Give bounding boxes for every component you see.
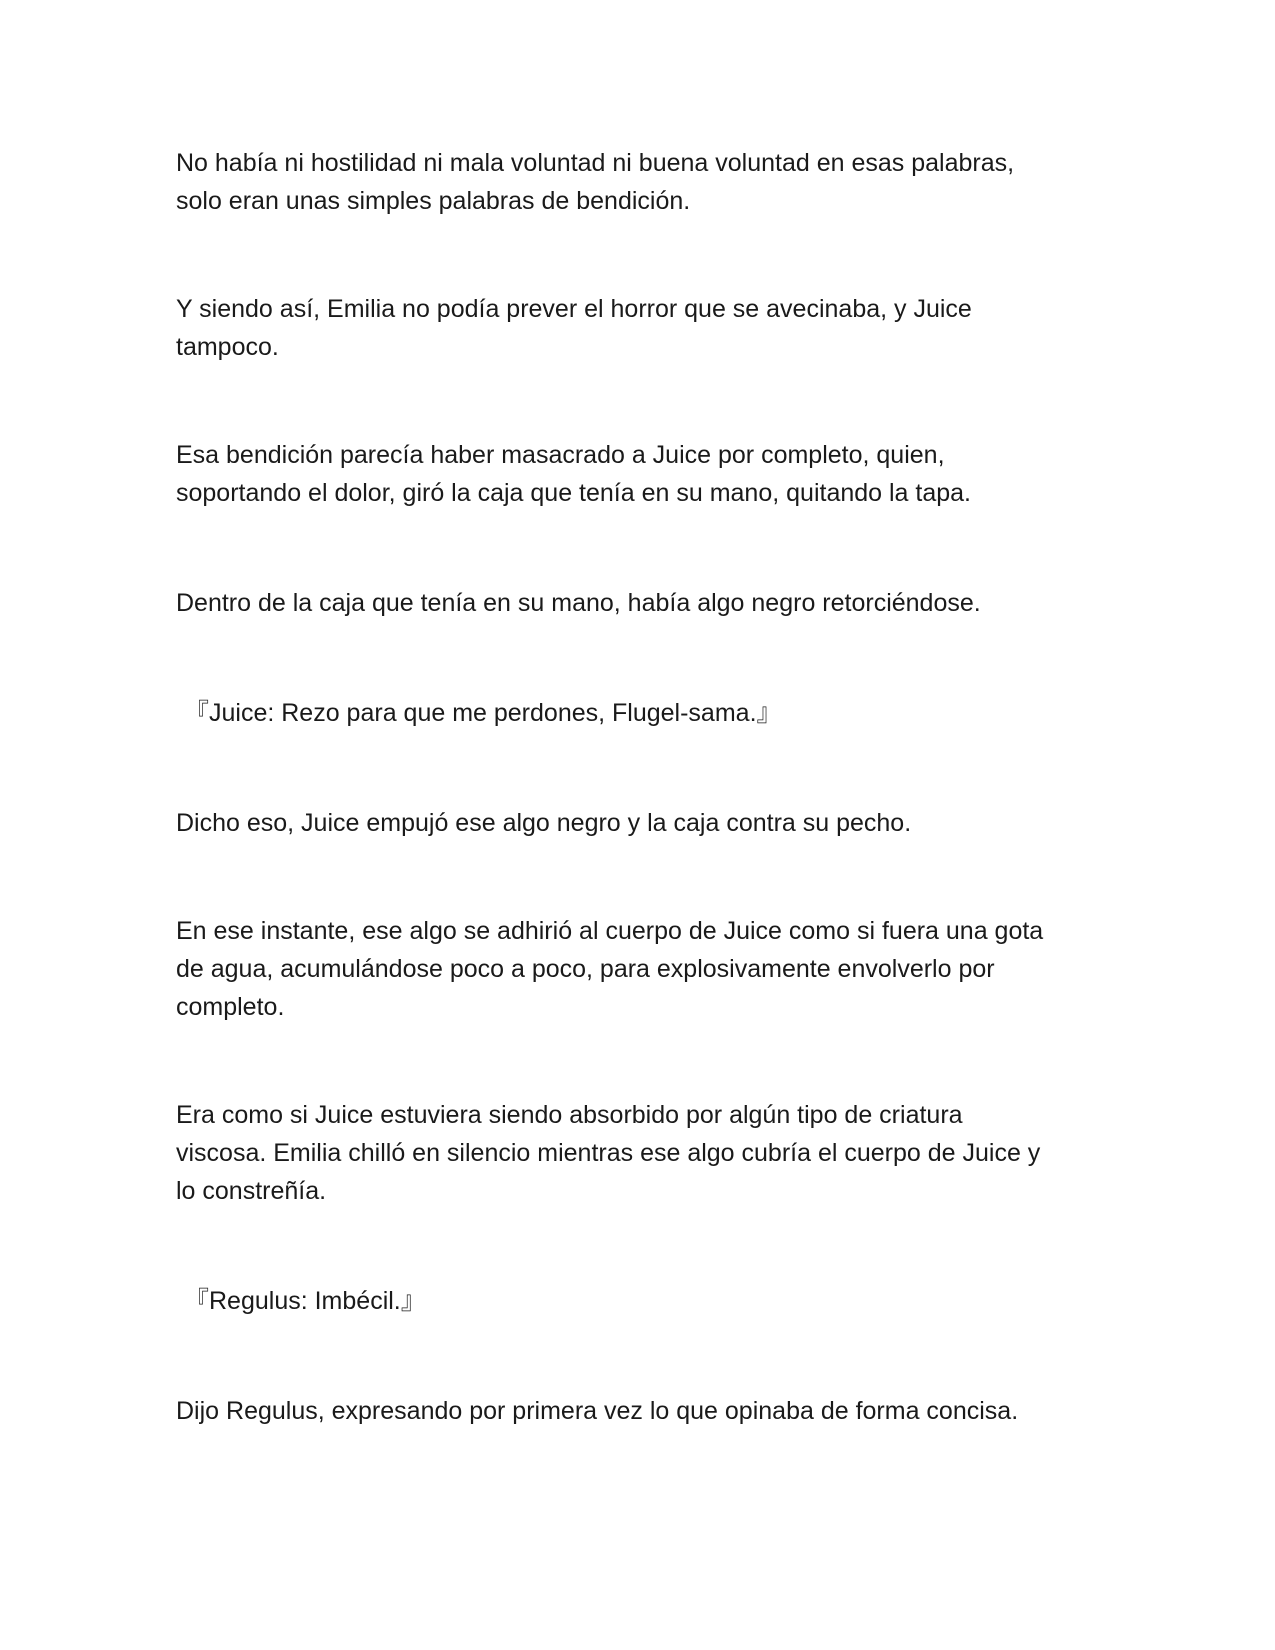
paragraph-2-line-2: tampoco. xyxy=(176,333,279,361)
paragraph-3 xyxy=(176,436,1096,512)
paragraph-2-line-1: Y siendo así, Emilia no podía prever el horror que se avecinaba, y Juice xyxy=(176,295,972,323)
dialogue-juice xyxy=(184,694,1104,732)
paragraph-1-line-1: No había ni hostilidad ni mala voluntad ni buena voluntad en esas palabras, xyxy=(176,149,1015,177)
paragraph-8-line-3: lo constreñía. xyxy=(176,1177,327,1205)
paragraph-7 xyxy=(176,912,1096,1026)
paragraph-3-line-2: soportando el dolor, giró la caja que tenía en su mano, quitando la tapa. xyxy=(176,479,972,507)
dialogue-regulus-line: 『Regulus: Imbécil.』 xyxy=(184,1287,426,1315)
paragraph-8 xyxy=(176,1096,1096,1210)
paragraph-1-line-2: solo eran unas simples palabras de bendición. xyxy=(176,187,691,215)
paragraph-6 xyxy=(176,804,1096,842)
paragraph-8-line-1: Era como si Juice estuviera siendo absorbido por algún tipo de criatura xyxy=(176,1101,963,1129)
paragraph-8-line-2: viscosa. Emilia chilló en silencio mientras ese algo cubría el cuerpo de Juice y xyxy=(176,1139,1041,1167)
dialogue-juice-line: 『Juice: Rezo para que me perdones, Flugel-sama.』 xyxy=(184,699,782,727)
paragraph-4-line-1: Dentro de la caja que tenía en su mano, había algo negro retorciéndose. xyxy=(176,589,981,617)
paragraph-10 xyxy=(176,1392,1096,1430)
paragraph-6-line-1: Dicho eso, Juice empujó ese algo negro y la caja contra su pecho. xyxy=(176,809,912,837)
paragraph-7-line-2: de agua, acumulándose poco a poco, para explosivamente envolverlo por xyxy=(176,955,995,983)
paragraph-10-line-1: Dijo Regulus, expresando por primera vez lo que opinaba de forma concisa. xyxy=(176,1397,1019,1425)
paragraph-3-line-1: Esa bendición parecía haber masacrado a Juice por completo, quien, xyxy=(176,441,945,469)
dialogue-regulus xyxy=(184,1282,1104,1320)
paragraph-4 xyxy=(176,584,1096,622)
paragraph-1 xyxy=(176,144,1096,220)
paragraph-2 xyxy=(176,290,1096,366)
paragraph-7-line-1: En ese instante, ese algo se adhirió al cuerpo de Juice como si fuera una gota xyxy=(176,917,1044,945)
paragraph-7-line-3: completo. xyxy=(176,993,285,1021)
